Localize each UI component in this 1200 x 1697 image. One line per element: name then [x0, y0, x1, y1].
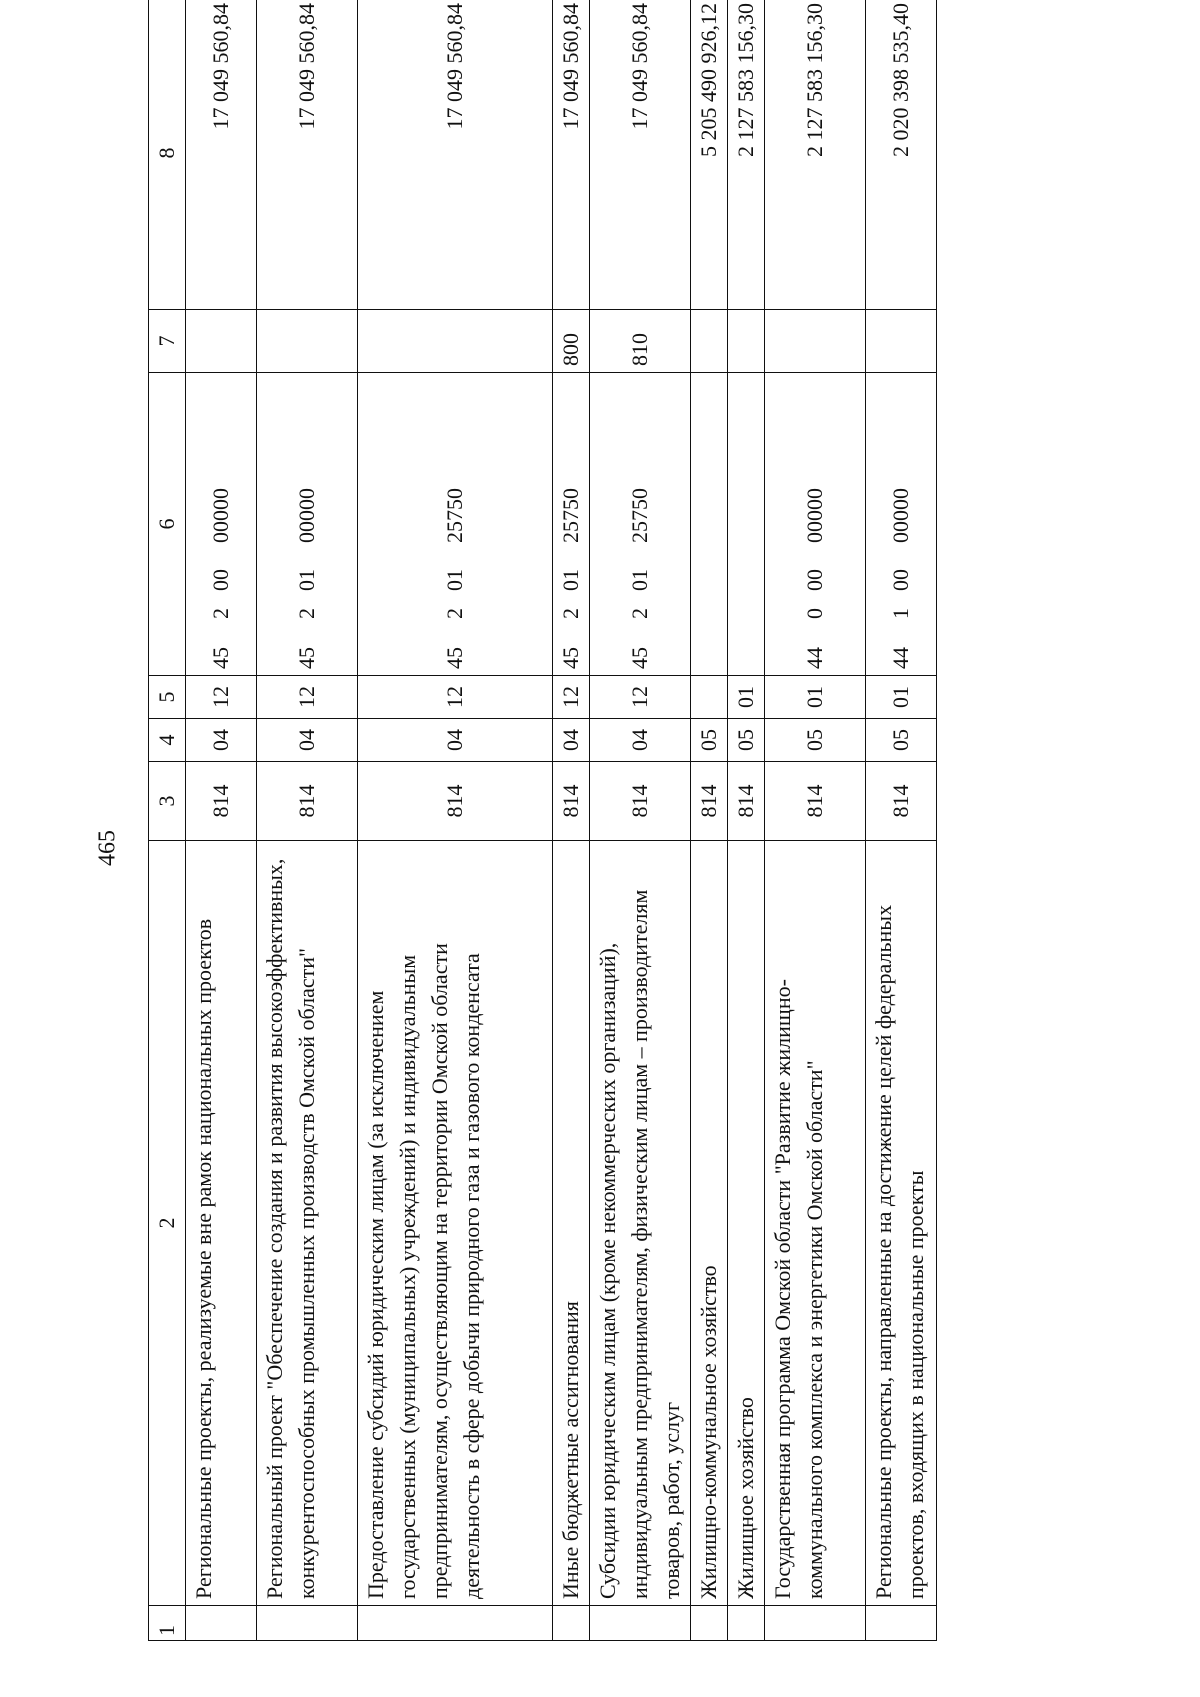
row-number-cell	[865, 1606, 936, 1641]
row-grbs: 814	[589, 762, 690, 841]
row-name: Государственная программа Омской области "Развитие жилищно-коммунального комплекса и энергетики Омской области"	[764, 841, 865, 1606]
row-number-cell	[727, 1606, 764, 1641]
col-header-1: 1	[149, 1606, 186, 1641]
row-grbs: 814	[358, 762, 553, 841]
col-header-6: 6	[149, 373, 186, 676]
row-subsection: 12	[589, 676, 690, 719]
table-row	[358, 0, 553, 1641]
col-header-5: 5	[149, 676, 186, 719]
table-row	[589, 0, 690, 1641]
row-name: Иные бюджетные ассигнования	[553, 841, 590, 1606]
row-expense-type: 810	[589, 310, 690, 373]
row-section: 05	[727, 719, 764, 762]
row-grbs: 814	[764, 762, 865, 841]
row-amount: 17 049 560,84	[257, 0, 358, 310]
row-section: 04	[257, 719, 358, 762]
row-name: Региональные проекты, реализуемые вне рамок национальных проектов	[186, 841, 257, 1606]
row-number-cell	[186, 1606, 257, 1641]
row-number-cell	[358, 1606, 553, 1641]
row-subsection: 01	[865, 676, 936, 719]
row-number-cell	[764, 1606, 865, 1641]
row-target-article: 4520125750	[553, 373, 590, 676]
row-number-cell	[553, 1606, 590, 1641]
row-name: Региональные проекты, направленные на достижение целей федеральных проектов, входящих в национальные проекты	[865, 841, 936, 1606]
row-grbs: 814	[865, 762, 936, 841]
row-target-article: 4520000000	[186, 373, 257, 676]
row-grbs: 814	[690, 762, 727, 841]
row-expense-type	[764, 310, 865, 373]
row-target-article: 4410000000	[865, 373, 936, 676]
table-row	[553, 0, 590, 1641]
row-grbs: 814	[727, 762, 764, 841]
column-number-row	[149, 0, 186, 1641]
col-header-4: 4	[149, 719, 186, 762]
row-amount: 2 020 398 535,40	[865, 0, 936, 310]
row-target-article: 4520125750	[358, 373, 553, 676]
table-row	[690, 0, 727, 1641]
row-section: 04	[358, 719, 553, 762]
row-name: Субсидии юридическим лицам (кроме некоммерческих организаций), индивидуальным предпринимателям, физическим лицам – производителям товаров, работ, услуг	[589, 841, 690, 1606]
row-amount: 17 049 560,84	[553, 0, 590, 310]
row-expense-type	[358, 310, 553, 373]
row-target-article	[727, 373, 764, 676]
row-expense-type	[186, 310, 257, 373]
row-subsection: 12	[553, 676, 590, 719]
row-subsection: 01	[727, 676, 764, 719]
row-expense-type	[727, 310, 764, 373]
table-row	[764, 0, 865, 1641]
row-grbs: 814	[257, 762, 358, 841]
row-section: 05	[865, 719, 936, 762]
row-section: 04	[553, 719, 590, 762]
row-name: Региональный проект "Обеспечение создания и развития высокоэффективных, конкурентоспособных промышленных производств Омской области"	[257, 841, 358, 1606]
table-row	[186, 0, 257, 1641]
col-header-3: 3	[149, 762, 186, 841]
row-name: Жилищное хозяйство	[727, 841, 764, 1606]
row-subsection	[690, 676, 727, 719]
row-expense-type	[257, 310, 358, 373]
row-expense-type	[690, 310, 727, 373]
page-number: 465	[94, 830, 121, 866]
budget-table	[148, 0, 937, 1641]
table-row	[257, 0, 358, 1641]
budget-table-frame	[148, 3, 1054, 1641]
col-header-2: 2	[149, 841, 186, 1606]
row-subsection: 12	[186, 676, 257, 719]
row-target-article	[690, 373, 727, 676]
row-amount: 17 049 560,84	[186, 0, 257, 310]
row-name: Жилищно-коммунальное хозяйство	[690, 841, 727, 1606]
row-section: 04	[186, 719, 257, 762]
row-expense-type: 800	[553, 310, 590, 373]
row-number-cell	[690, 1606, 727, 1641]
row-amount: 2 127 583 156,30	[727, 0, 764, 310]
col-header-7: 7	[149, 310, 186, 373]
table-row	[865, 0, 936, 1641]
row-amount: 17 049 560,84	[358, 0, 553, 310]
row-subsection: 01	[764, 676, 865, 719]
row-amount: 17 049 560,84	[589, 0, 690, 310]
row-subsection: 12	[257, 676, 358, 719]
row-grbs: 814	[553, 762, 590, 841]
row-section: 05	[764, 719, 865, 762]
row-section: 04	[589, 719, 690, 762]
row-section: 05	[690, 719, 727, 762]
row-amount: 5 205 490 926,12	[690, 0, 727, 310]
row-amount: 2 127 583 156,30	[764, 0, 865, 310]
row-number-cell	[257, 1606, 358, 1641]
col-header-8: 8	[149, 0, 186, 310]
row-expense-type	[865, 310, 936, 373]
row-target-article: 4520125750	[589, 373, 690, 676]
row-number-cell	[589, 1606, 690, 1641]
row-target-article: 4520100000	[257, 373, 358, 676]
row-grbs: 814	[186, 762, 257, 841]
row-target-article: 4400000000	[764, 373, 865, 676]
row-subsection: 12	[358, 676, 553, 719]
row-name: Предоставление субсидий юридическим лицам (за исключением государственных (муниципальных) учреждений) и индивидуальным предпринимателям, осуществляющим на территории Омской области деятельность в сфере добычи природного газа и газового конденсата	[358, 841, 553, 1606]
table-row	[727, 0, 764, 1641]
